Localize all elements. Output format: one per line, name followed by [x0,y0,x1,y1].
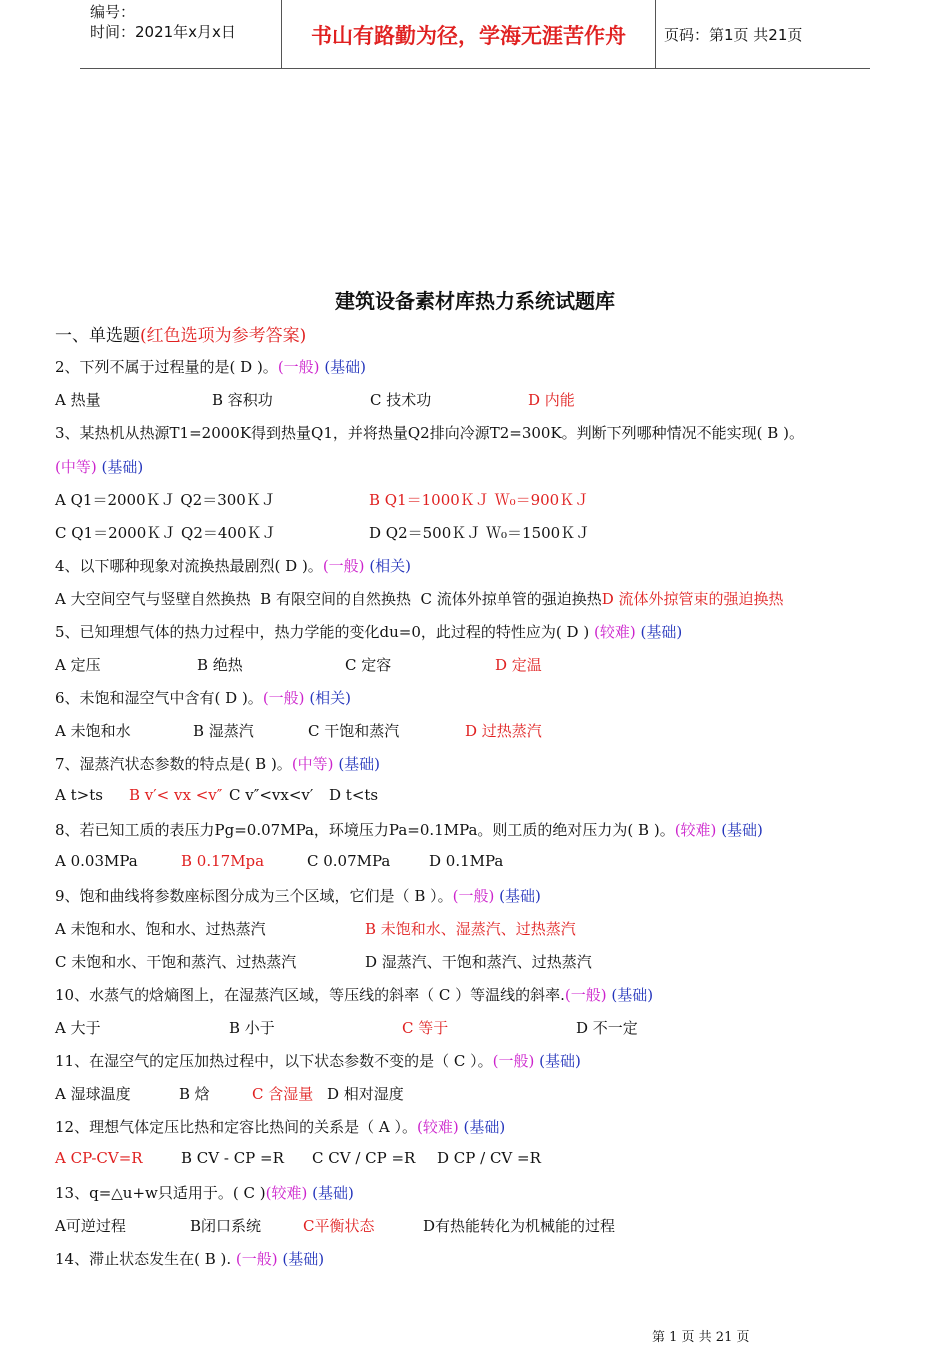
header-motto: 书山有路勤为径，学海无涯苦作舟 [311,24,626,48]
document-title: 建筑设备素材库热力系统试题库 [335,289,615,313]
question-6: 6、未饱和湿空气中含有( D )。(一般) (相关) [55,689,352,707]
question-9: 9、饱和曲线将参数座标图分成为三个区域，它们是（ B ）。(一般) (基础) [55,887,541,905]
question-7: 7、湿蒸汽状态参数的特点是( B )。(中等) (基础) [55,755,381,773]
time-label: 时间：2021年x月x日 [90,23,236,41]
question-12: 12、理想气体定压比热和定容比热间的关系是（ A ）。(较难) (基础) [55,1118,506,1136]
header-page-info: 页码：第1页 共21页 [664,26,803,44]
question-13: 13、q=△u+w只适用于。( C )(较难) (基础) [55,1184,354,1202]
question-14: 14、滞止状态发生在( B ). (一般) (基础) [55,1250,325,1268]
section-heading: 一、单选题(红色选项为参考答案) [55,326,307,346]
header-meta [90,2,236,42]
question-8: 8、若已知工质的表压力Pg=0.07MPa，环境压力Pa=0.1MPa。则工质的绝对压力为( B )。(较难) (基础) [55,821,763,839]
number-label: 编号： [90,3,136,21]
page-header [80,0,870,69]
question-3-tags: (中等) (基础) [55,458,144,476]
options-4: A 大空间空气与竖壁自然换热 B 有限空间的自然换热 C 流体外掠单管的强迫换热D 流体外掠管束的强迫换热 [55,590,784,608]
question-10: 10、水蒸气的焓熵图上，在湿蒸汽区域，等压线的斜率（ C ）等温线的斜率.(一般) (基础) [55,986,654,1004]
question-11: 11、在湿空气的定压加热过程中，以下状态参数不变的是（ C ）。(一般) (基础) [55,1052,581,1070]
question-2: 2、下列不属于过程量的是( D )。(一般) (基础) [55,358,367,376]
question-3: 3、某热机从热源T1=2000K得到热量Q1，并将热量Q2排向冷源T2=300K。判断下列哪种情况不能实现( B )。 [55,424,804,442]
header-divider [655,0,656,68]
question-4: 4、以下哪种现象对流换热最剧烈( D )。(一般) (相关) [55,557,412,575]
page-footer: 第 1 页 共 21 页 [652,1330,750,1345]
question-5: 5、已知理想气体的热力过程中，热力学能的变化du=0，此过程的特性应为( D ) (较难) (基础) [55,623,683,641]
